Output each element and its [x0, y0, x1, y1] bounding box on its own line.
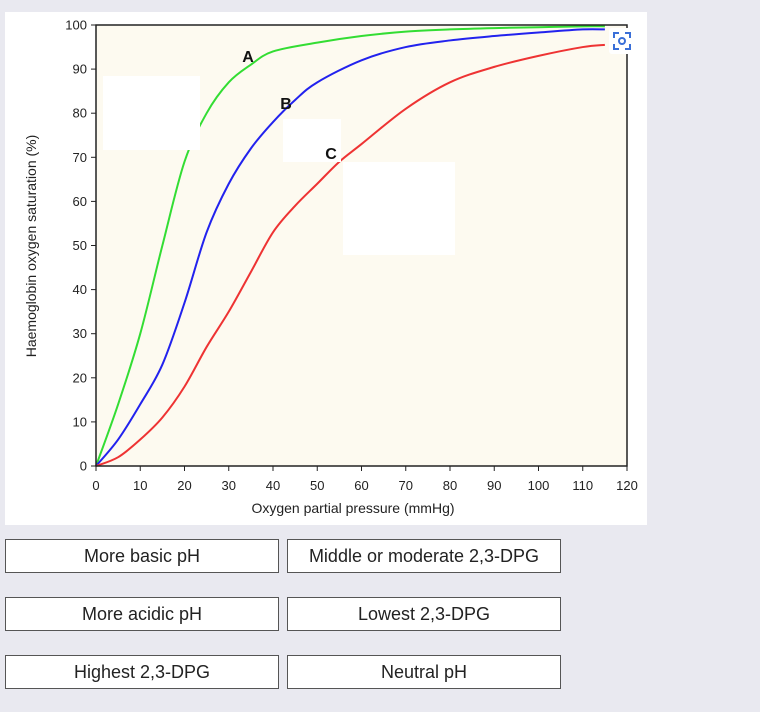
curve-label-a: A: [242, 49, 254, 66]
label-box-3: [343, 162, 455, 255]
x-tick-label: 20: [177, 478, 192, 493]
y-tick-label: 0: [79, 458, 87, 474]
x-axis-title: Oxygen partial pressure (mmHg): [251, 500, 455, 516]
option-lowest-2-3-dpg[interactable]: Lowest 2,3-DPG: [287, 597, 561, 631]
y-tick-label: 30: [72, 326, 87, 342]
x-tick-label: 50: [310, 478, 325, 493]
y-tick-label: 100: [65, 17, 87, 33]
chart-panel: [5, 12, 647, 525]
option-more-acidic-ph[interactable]: More acidic pH: [5, 597, 279, 631]
x-tick-label: 100: [527, 478, 550, 493]
oxygen-dissociation-chart: [5, 12, 647, 525]
label-box-1: [103, 76, 200, 150]
option-middle-2-3-dpg[interactable]: Middle or moderate 2,3-DPG: [287, 539, 561, 573]
option-highest-2-3-dpg[interactable]: Highest 2,3-DPG: [5, 655, 279, 689]
x-tick-label: 40: [265, 478, 281, 493]
y-tick-label: 10: [72, 414, 87, 430]
y-tick-label: 70: [72, 149, 87, 165]
y-tick-label: 50: [72, 238, 87, 253]
x-tick-label: 90: [487, 478, 502, 493]
x-tick-label: 120: [616, 478, 638, 493]
y-tick-label: 60: [72, 193, 87, 209]
y-tick-label: 40: [72, 282, 87, 298]
x-tick-label: 70: [398, 478, 413, 493]
x-tick-label: 60: [354, 478, 369, 493]
option-neutral-ph[interactable]: Neutral pH: [287, 655, 561, 689]
option-more-basic-ph[interactable]: More basic pH: [5, 539, 279, 573]
x-tick-label: 10: [133, 478, 148, 493]
curve-label-b: B: [280, 96, 292, 113]
x-tick-label: 30: [221, 478, 236, 493]
y-tick-label: 90: [72, 61, 87, 77]
expand-icon[interactable]: [609, 28, 635, 54]
y-tick-label: 20: [72, 370, 87, 386]
x-tick-label: 110: [572, 478, 594, 493]
y-axis-title: Haemoglobin oxygen saturation (%): [23, 134, 39, 358]
x-tick-label: 0: [92, 478, 100, 493]
curve-label-c: C: [325, 146, 337, 163]
x-tick-label: 80: [442, 478, 458, 493]
y-tick-label: 80: [72, 105, 87, 121]
